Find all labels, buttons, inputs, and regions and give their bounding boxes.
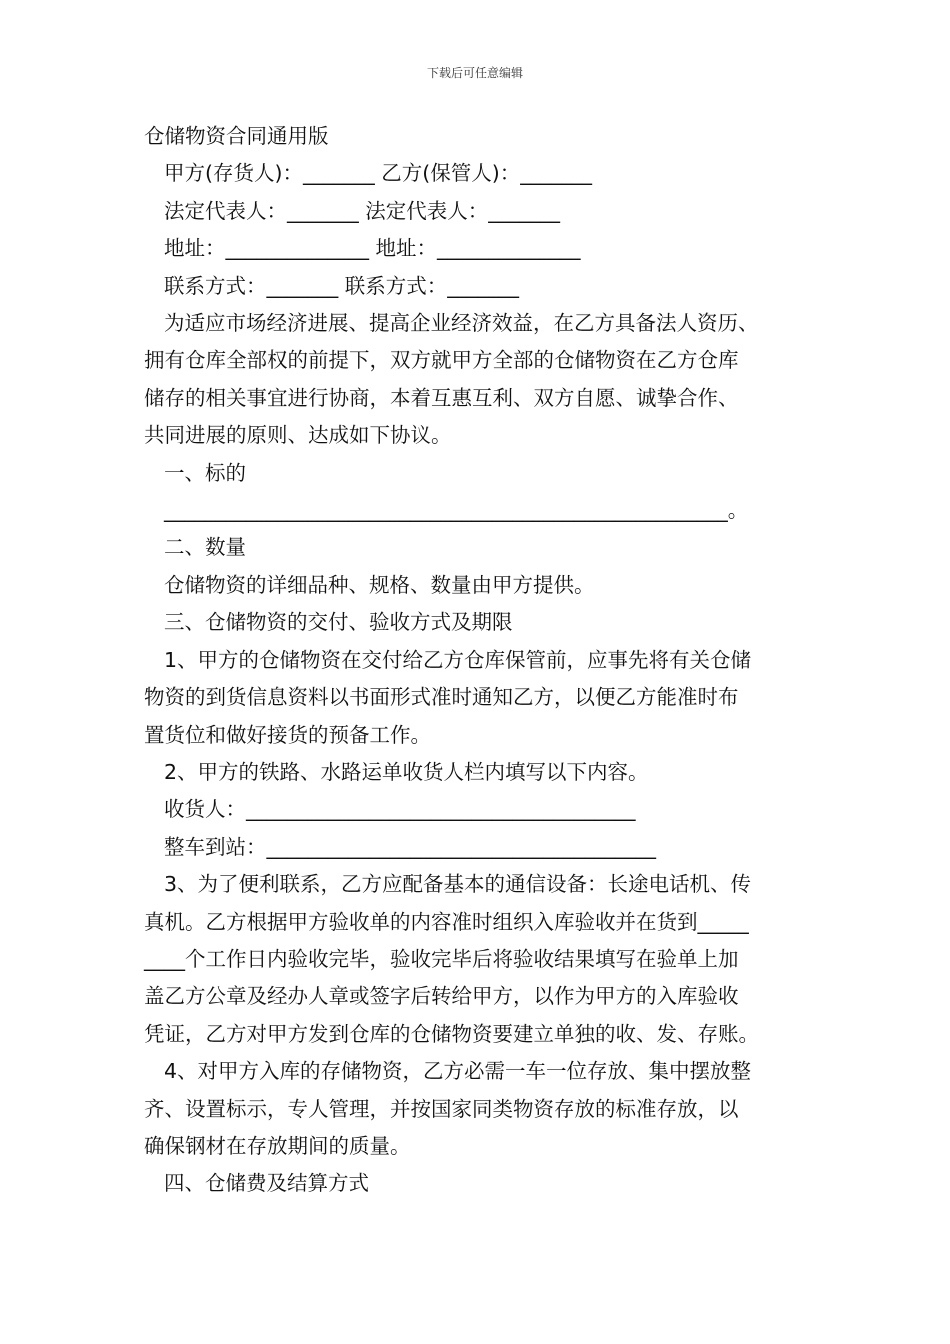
station-blank: 整车到站：______________________________________	[164, 834, 656, 859]
clause-line: 置货位和做好接货的预备工作。	[144, 722, 431, 747]
contract-body	[144, 118, 809, 1203]
preamble-line: 拥有仓库全部权的前提下，双方就甲方全部的仓储物资在乙方仓库	[144, 348, 739, 373]
party-line: 甲方(存货人)：_______ 乙方(保管人)：_______	[164, 161, 593, 186]
clause-line: 真机。乙方根据甲方验收单的内容准时组织入库验收并在货到_____	[144, 909, 749, 934]
section-heading: 三、仓储物资的交付、验收方式及期限	[164, 610, 513, 635]
header-note: 下载后可任意编辑	[426, 66, 523, 80]
preamble-line: 为适应市场经济进展、提高企业经济效益，在乙方具备法人资历、	[164, 311, 759, 336]
clause-line: 1、甲方的仓储物资在交付给乙方仓库保管前，应事先将有关仓储	[164, 647, 752, 672]
section-heading: 一、标的	[164, 460, 246, 485]
consignee-blank: 收货人：______________________________________	[164, 797, 636, 822]
subject-blank: _______________________________________________________。	[164, 498, 749, 523]
clause-line: 盖乙方公章及经办人章或签字后转给甲方，以作为甲方的入库验收	[144, 984, 739, 1009]
preamble-line: 共同进展的原则、达成如下协议。	[144, 423, 452, 448]
section-heading: 四、仓储费及结算方式	[164, 1171, 369, 1196]
party-line: 地址：______________ 地址：______________	[164, 236, 581, 261]
quantity-text: 仓储物资的详细品种、规格、数量由甲方提供。	[164, 572, 595, 597]
clause-line: 3、为了便利联系，乙方应配备基本的通信设备：长途电话机、传	[164, 872, 752, 897]
preamble-line: 储存的相关事宜进行协商，本着互惠互利、双方自愿、诚挚合作、	[144, 385, 739, 410]
clause-line: 2、甲方的铁路、水路运单收货人栏内填写以下内容。	[164, 759, 649, 784]
clause-line: 4、对甲方入库的存储物资，乙方必需一车一位存放、集中摆放整	[164, 1059, 752, 1084]
clause-line: 确保钢材在存放期间的质量。	[144, 1133, 411, 1158]
clause-line: 物资的到货信息资料以书面形式准时通知乙方，以便乙方能准时布	[144, 685, 739, 710]
clause-line: 凭证，乙方对甲方发到仓库的仓储物资要建立单独的收、发、存账。	[144, 1021, 759, 1046]
section-heading: 二、数量	[164, 535, 246, 560]
document-title: 仓储物资合同通用版	[144, 124, 329, 148]
party-line: 法定代表人：_______ 法定代表人：_______	[164, 198, 561, 223]
clause-line: 齐、设置标示，专人管理，并按国家同类物资存放的标准存放，以	[144, 1096, 739, 1121]
clause-line: ____个工作日内验收完毕，验收完毕后将验收结果填写在验单上加	[144, 946, 739, 971]
party-line: 联系方式：_______ 联系方式：_______	[164, 273, 520, 298]
